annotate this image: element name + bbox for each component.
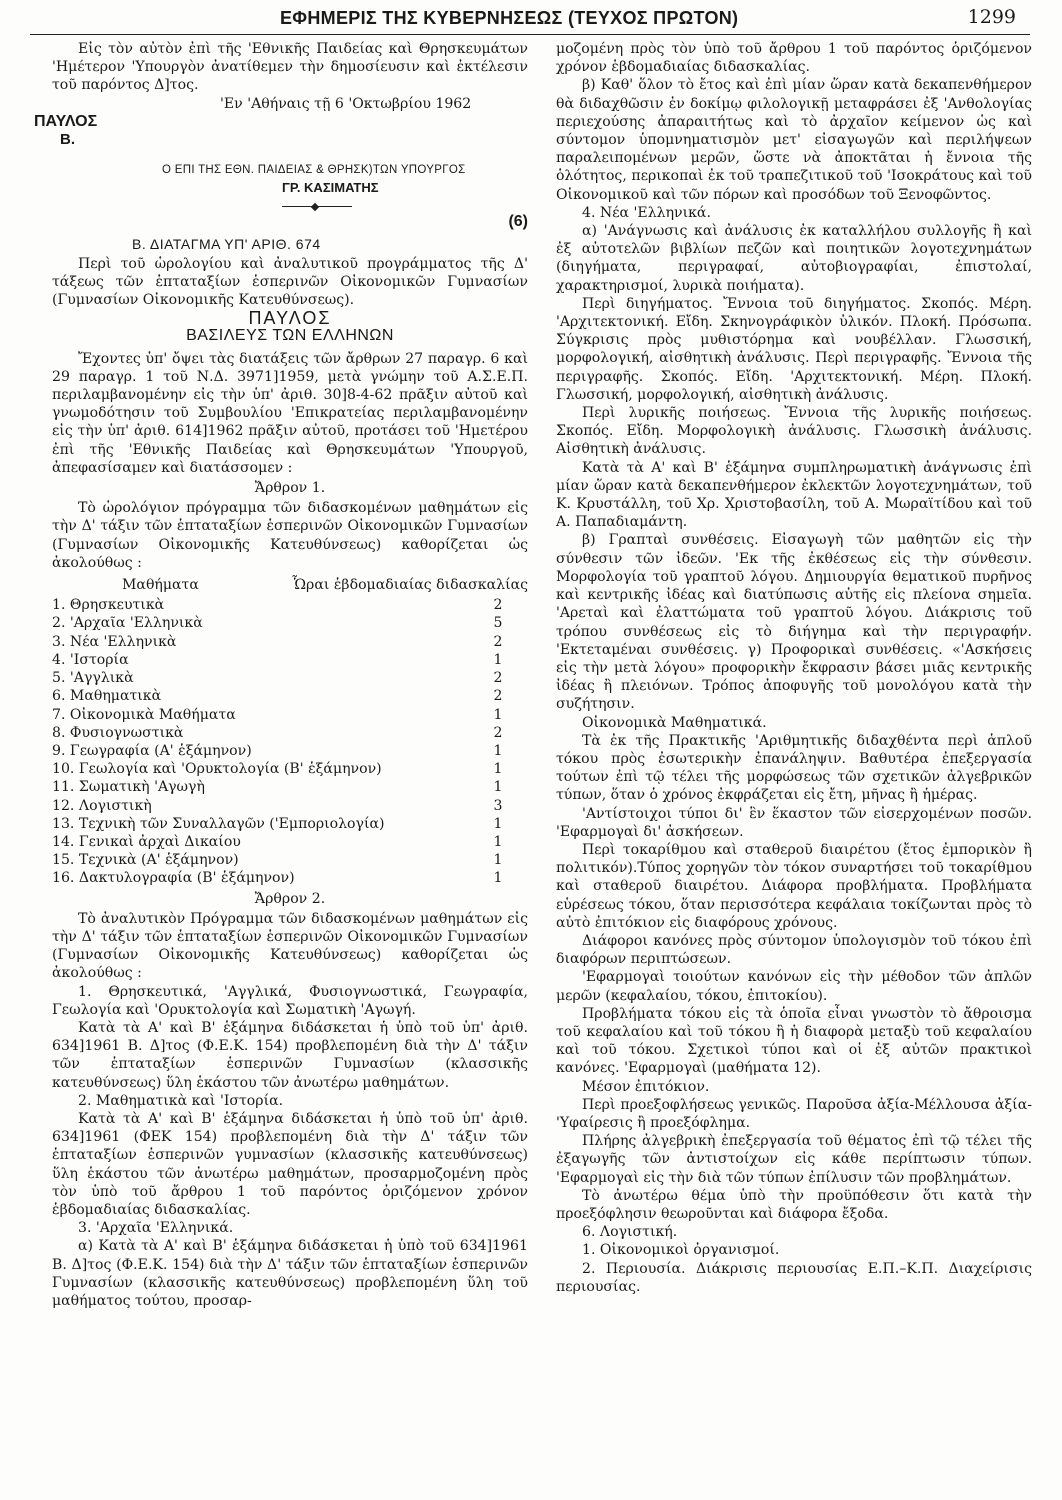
row-hours: 5 [493, 615, 503, 632]
decree-title: Β. ΔΙΑΤΑΓΜΑ ΥΠ' ΑΡΙΘ. 674 [132, 235, 321, 252]
row-hours: 1 [493, 779, 503, 796]
paragraph: Περὶ προεξοφλήσεως γενικῶς. Παροῦσα ἀξία-Μέλλουσα ἀξία-'Υφαίρεσις ἢ προεξόφλημα. [556, 1096, 1032, 1131]
page-header [30, 4, 1030, 35]
row-hours: 1 [493, 815, 503, 832]
paragraph: Προβλήματα τόκου εἰς τὰ ὁποῖα εἶναι γνωστὸν τὸ ἄθροισμα τοῦ κεφαλαίου καὶ τοῦ τόκου ἢ ἡ διαφορὰ μεταξὺ τοῦ κεφαλαίου καὶ τοῦ τόκου. Σχετικοὶ τύποι καὶ οἱ ἐξ αὐτῶν πρακτικοὶ κανόνες. 'Εφαρμογαὶ (μαθήματα 12). [556, 1005, 1032, 1077]
row-subject: 12. Λογιστικὴ [52, 797, 152, 814]
item-2-heading: 2. Μαθηματικὰ καὶ 'Ιστορία. [78, 1092, 284, 1109]
table-row [52, 596, 528, 614]
row-hours: 2 [493, 633, 503, 650]
article-1-heading: Ἄρθρον 1. [254, 480, 326, 497]
table-row [52, 760, 528, 778]
separator-ornament [282, 206, 352, 207]
list-item: 1. Οἰκονομικοὶ ὀργανισμοί. [582, 1242, 780, 1259]
table-row [52, 833, 528, 851]
schedule-header [52, 576, 528, 594]
row-subject: 14. Γενικαὶ ἀρχαὶ Δικαίου [52, 833, 241, 850]
decree-number: (6) [508, 212, 528, 230]
left-column [34, 40, 528, 1310]
row-hours: 3 [493, 797, 503, 814]
paragraph: μοζομένη πρὸς τὸν ὑπὸ τοῦ ἄρθρου 1 τοῦ παρόντος ὁριζόμενον χρόνον ἑβδομαδιαίας διδασκαλίας. [556, 41, 1032, 76]
table-row [52, 778, 528, 796]
row-subject: 5. 'Αγγλικὰ [52, 670, 134, 687]
minister-title: Ο ΕΠΙ ΤΗΣ ΕΘΝ. ΠΑΙΔΕΙΑΣ & ΘΡΗΣΚ)ΤΩΝ ΥΠΟΥΡΓΟΣ [162, 164, 466, 177]
row-subject: 11. Σωματικὴ 'Αγωγὴ [52, 779, 205, 796]
row-hours: 1 [493, 651, 503, 668]
row-subject: 1. Θρησκευτικὰ [52, 597, 165, 614]
row-hours: 1 [493, 706, 503, 723]
dateline: 'Εν 'Αθήναις τῇ 6 'Οκτωβρίου 1962 [220, 95, 472, 112]
table-row [52, 614, 528, 632]
item-2-text: Κατὰ τὰ Α' καὶ Β' ἑξάμηνα διδάσκεται ἡ ὑπὸ τοῦ ὑπ' ἀριθ. 634]1961 (ΦΕΚ 154) προβλεπομένη διὰ τὴν Δ' τάξιν τῶν ἑπταταξίων ἑσπερινῶν γυμνασίων (κλασσικῆς κατευθύνσεως) ὕλη ἑκάστου τῶν ἀνωτέρω μαθημάτων, προσαρμοζομένη πρὸς τὸν ὑπὸ τοῦ ἄρθρου 1 τοῦ παρόντος ὁριζόμενον χρόνον ἑβδομαδιαίας διδασκαλίας. [52, 1110, 528, 1218]
row-hours: 1 [493, 852, 503, 869]
row-hours: 2 [493, 597, 503, 614]
row-hours: 2 [493, 724, 503, 741]
king-subheading: ΒΑΣΙΛΕΥΣ ΤΩΝ ΕΛΛΗΝΩΝ [186, 327, 394, 345]
table-row [52, 669, 528, 687]
item-1-text: Κατὰ τὰ Α' καὶ Β' ἑξάμηνα διδάσκεται ἡ ὑπὸ τοῦ ὑπ' ἀριθ. 634]1961 Β. Δ]τος (Φ.Ε.Κ. 154) προβλεπομένη διὰ τὴν Δ' τάξιν τῶν ἑπταταξίων ἑσπερινῶν Γυμνασίων (κλασσικῆς κατευθύνσεως) ὕλη ἑκάστου τῶν ἀνωτέρω μαθημάτων. [52, 1019, 528, 1091]
article-1-text: Τὸ ὡρολόγιον πρόγραμμα τῶν διδασκομένων μαθημάτων εἰς τὴν Δ' τάξιν τῶν ἑπταταξίων ἑσπερινῶν Οἰκονομικῶν Γυμνασίων (Γυμνασίων Οἰκονομικῆς Κατευθύνσεως) καθορίζεται ὡς ἀκολούθως : [52, 500, 528, 571]
article-2-heading: Ἄρθρον 2. [254, 890, 326, 907]
page-number: 1299 [967, 6, 1016, 28]
schedule-header-hours: Ὧραι ἑβδομαδιαίας διδασκαλίας [292, 577, 528, 594]
section-heading: Οἰκονομικὰ Μαθηματικά. [582, 714, 767, 731]
row-hours: 1 [493, 742, 503, 759]
section-heading: 6. Λογιστική. [582, 1224, 678, 1241]
paragraph: Πλήρης ἀλγεβρικὴ ἐπεξεργασία τοῦ θέματος ἐπὶ τῷ τέλει τῆς ἐξαγωγῆς τῶν ἀντιστοίχων εἰς κάθε περίπτωσιν τύπων. 'Εφαρμογαὶ εἰς τὴν διὰ τῶν τύπων ἐπίλυσιν τῶν προβλημάτων. [556, 1133, 1032, 1186]
section-heading: 4. Νέα 'Ελληνικά. [582, 204, 711, 221]
article-2-intro: Τὸ ἀναλυτικὸν Πρόγραμμα τῶν διδασκομένων μαθημάτων εἰς τὴν Δ' τάξιν τῶν ἑπταταξίων ἑσπερινῶν Οἰκονομικῶν Γυμνασίων (Γυμνασίων Οἰκονομικῆς Κατευθύνσεως) καθορίζεται ὡς ἀκολούθως : [52, 910, 528, 982]
row-subject: 4. 'Ιστορία [52, 651, 129, 668]
paragraph: Διάφοροι κανόνες πρὸς σύντομον ὑπολογισμὸν τοῦ τόκου ἐπὶ διαφόρων περιπτώσεων. [556, 932, 1032, 968]
schedule-header-subject: Μαθήματα [122, 577, 199, 594]
table-row [52, 651, 528, 669]
list-item: 2. Περιουσία. Διάκρισις περιουσίας Ε.Π.–Κ.Π. Διαχείρισις περιουσίας. [556, 1260, 1032, 1295]
table-row [52, 869, 528, 887]
right-column [556, 40, 1032, 1296]
intro-paragraph: Εἰς τὸν αὐτὸν ἐπὶ τῆς 'Εθνικῆς Παιδείας καὶ Θρησκευμάτων 'Ημέτερον 'Υπουργὸν ἀνατίθεμεν τὴν δημοσίευσιν καὶ ἐκτέλεσιν τοῦ παρόντος Δ]τος. [52, 41, 528, 94]
section-heading: Μέσον ἐπιτόκιον. [582, 1078, 710, 1095]
row-subject: 15. Τεχνικὰ (Α' ἑξάμηνον) [52, 852, 239, 869]
minister-name: ΓΡ. ΚΑΣΙΜΑΤΗΣ [282, 180, 379, 196]
row-hours: 1 [493, 761, 503, 778]
table-row [52, 815, 528, 833]
row-subject: 8. Φυσιογνωστικὰ [52, 724, 184, 741]
decree-heading [52, 212, 528, 255]
row-subject: 7. Οἰκονομικὰ Μαθήματα [52, 706, 236, 723]
paragraph: Τὰ ἐκ τῆς Πρακτικῆς 'Αριθμητικῆς διδαχθέντα περὶ ἁπλοῦ τόκου πρὸς ἐσωτερικὴν ἐπανάληψιν. Βαθυτέρα ἐπεξεργασία τούτων ἐπὶ τῷ τέλει τῆς μορφώσεως τῶν σχετικῶν ἀλγεβρικῶν τύπων, ὅταν ὁ χρόνος ἐκφράζεται εἰς ἔτη, μῆνας ἢ ἡμέρας. [556, 732, 1032, 804]
row-subject: 3. Νέα 'Ελληνικὰ [52, 633, 177, 650]
item-1-heading: 1. Θρησκευτικά, 'Αγγλικά, Φυσιογνωστικά, Γεωγραφία, Γεωλογία καὶ 'Ορυκτολογία καὶ Σωματικὴ 'Αγωγή. [52, 983, 528, 1018]
schedule-table [52, 596, 528, 887]
paragraph: α) 'Ανάγνωσις καὶ ἀνάλυσις ἐκ καταλλήλου συλλογῆς ἢ καὶ ἐξ αὐτοτελῶν βιβλίων πεζῶν καὶ ποιητικῶν λογοτεχνημάτων (διηγήματα, περιγραφαί, αὐτοβιογραφίαι, ἐπιστολαί, χαρακτηρισμοί, λυρικὰ ποιήματα). [556, 223, 1032, 294]
row-subject: 6. Μαθηματικὰ [52, 688, 162, 705]
table-row [52, 797, 528, 815]
row-hours: 1 [493, 870, 503, 887]
row-subject: 16. Δακτυλογραφία (Β' ἑξάμηνον) [52, 870, 295, 887]
paragraph: Κατὰ τὰ Α' καὶ Β' ἑξάμηνα συμπληρωματικὴ ἀνάγνωσις ἐπὶ μίαν ὥραν κατὰ δεκαπενθήμερον ἐκλεκτῶν λογοτεχνημάτων, τοῦ Κ. Κρυστάλλη, τοῦ Χρ. Χριστοβασίλη, τοῦ Α. Μωραϊτίδου καὶ τοῦ Α. Παπαδιαμάντη. [556, 459, 1032, 531]
paragraph: Περὶ διηγήματος. Ἔννοια τοῦ διηγήματος. Σκοπός. Μέρη. 'Αρχιτεκτονική. Εἴδη. Σκηνογράφικὸν ὑλικόν. Πλοκή. Πρόσωπα. Σύγκρισις πρὸς μυθιστόρημα καὶ νουβέλλαν. Γλωσσική, μορφολογική, αἰσθητικὴ ἀνάλυσις. Περὶ περιγραφῆς. Ἔννοια τῆς περιγραφῆς. Σκοπός. Εἴδη. 'Αρχιτεκτονική. Μέρη. Πλοκή. Γλωσσική, μορφολογική, αἰσθητικὴ ἀνάλυσις. [556, 295, 1032, 403]
paragraph: β) Γραπταὶ συνθέσεις. Εἰσαγωγὴ τῶν μαθητῶν εἰς τὴν σύνθεσιν τῶν ἰδεῶν. 'Εκ τῆς ἐκθέσεως εἰς τὴν σύνθεσιν. Μορφολογία τοῦ γραπτοῦ λόγου. Δημιουργία θεματικοῦ πυρῆνος καὶ κεντρικῆς ἰδέας καὶ διατύπωσις αὐτῆς εἰς πλείονα σημεῖα. 'Αρεταὶ καὶ ἐλαττώματα τοῦ γραπτοῦ λόγου. Διάκρισις τοῦ τρόπου συνθέσεως εἰς τὸ διήγημα καὶ τὴν περιγραφήν. 'Εκτεταμέναι συνθέσεις. γ) Προφορικαὶ συνθέσεις. «'Ασκήσεις εἰς τὴν μετὰ λόγου» προφορικὴν ἔκφρασιν βάσει μιᾶς κεντρικῆς ἰδέας ἢ πλειόνων. Τρόπος ἀποφυγῆς τοῦ μονολόγου κατὰ τὴν συζήτησιν. [556, 532, 1032, 713]
row-subject: 2. 'Αρχαῖα 'Ελληνικὰ [52, 615, 203, 632]
table-row [52, 633, 528, 651]
paragraph: 'Αντίστοιχοι τύποι δι' ἓν ἕκαστον τῶν εἰσερχομένων ποσῶν. 'Εφαρμογαὶ δι' ἀσκήσεων. [556, 805, 1032, 840]
row-subject: 9. Γεωγραφία (Α' ἑξάμηνον) [52, 742, 252, 759]
item-3-text: α) Κατὰ τὰ Α' καὶ Β' ἑξάμηνα διδάσκεται ἡ ὑπὸ τοῦ 634]1961 Β. Δ]τος (Φ.Ε.Κ. 154) διὰ τὴν Δ' τάξιν τῶν ἑπταταξίων ἑσπερινῶν Γυμνασίων (κλασσικῆς κατευθύνσεως) προβλεπομένη ὕλη τοῦ μαθήματος τούτου, προσαρ- [52, 1238, 528, 1309]
king-heading: ΠΑΥΛΟΣ [248, 308, 332, 329]
paragraph: 'Εφαρμογαὶ τοιούτων κανόνων εἰς τὴν μέθοδον τῶν ἀπλῶν μερῶν (κεφαλαίου, τόκου, ἐπιτοκίου). [556, 969, 1032, 1004]
paragraph: β) Καθ' ὅλον τὸ ἔτος καὶ ἐπὶ μίαν ὥραν κατὰ δεκαπενθήμερον θὰ διδαχθῶσιν ἐν δοκίμῳ φιλολογικῇ μεταφράσει ἐξ 'Ανθολογίας περιεχούσης ἀπαραιτήτως καὶ τὸ ἀρχαῖον κείμενον ὡς καὶ σύντομον ὑπομνηματισμὸν μετ' εἰσαγωγῶν καὶ περιλήψεων παραλειπομένων μερῶν, ὥστε νὰ ἀποκτᾶται ἡ ἔννοια τῆς ὁλότητος, περικοπαὶ ἐκ τοῦ τραπεζιτικοῦ τοῦ 'Ισοκράτους καὶ τοῦ Οἰκονομικοῦ καὶ τῶν πόρων καὶ προσόδων τοῦ Ξενοφῶντος. [556, 77, 1032, 203]
paragraph: Περὶ λυρικῆς ποιήσεως. Ἔννοια τῆς λυρικῆς ποιήσεως. Σκοπός. Εἴδη. Μορφολογικὴ ἀνάλυσις. Γλωσσικὴ ἀνάλυσις. Αἰσθητικὴ ἀνάλυσις. [556, 405, 1032, 458]
signatory-initial: Β. [60, 131, 75, 149]
row-subject: 13. Τεχνικὴ τῶν Συναλλαγῶν ('Εμπoριολογία) [52, 815, 385, 832]
signatory-king: ΠΑΥΛΟΣ [34, 112, 98, 130]
row-hours: 2 [493, 688, 503, 705]
table-row [52, 706, 528, 724]
paragraph: Τὸ ἀνωτέρω θέμα ὑπὸ τὴν προϋπόθεσιν ὅτι κατὰ τὴν προεξόφλησιν θεωροῦνται καὶ διάφορα ἔξοδα. [556, 1187, 1032, 1222]
preamble: Ἔχοντες ὑπ' ὄψει τὰς διατάξεις τῶν ἄρθρων 27 παραγρ. 6 καὶ 29 παραγρ. 1 τοῦ Ν.Δ. 3971]1959, μετὰ γνώμην τοῦ Α.Σ.Ε.Π. περιλαμβανομένην εἰς τὴν ὑπ' ἀριθ. 30]8-4-62 πρᾶξιν αὐτοῦ καὶ γνωμοδότησιν τοῦ Συμβουλίου 'Επικρατείας περιλαμβανομένην εἰς τὴν ὑπ' ἀριθ. 614]1962 πρᾶξιν αὐτοῦ, προτάσει τοῦ 'Ημετέρου ἐπὶ τῆς 'Εθνικῆς Παιδείας καὶ Θρησκευμάτων 'Υπουργοῦ, ἀπεφασίσαμεν καὶ διατάσσομεν : [52, 350, 528, 476]
paragraph: Περὶ τοκαρίθμου καὶ σταθεροῦ διαιρέτου (ἔτος ἐμπορικὸν ἢ πολιτικόν).Τύπος χορηγῶν τὸν τόκον συναρτήσει τοῦ τοκαρίθμου καὶ σταθεροῦ διαιρέτου. Διάφορα προβλήματα. Προβλήματα εὑρέσεως τόκου, ὅταν περισσότερα κεφάλαια τοκίζωνται πρὸς τὸ αὐτὸ ἐπιτόκιον εἰς διαφόρους χρόνους. [556, 841, 1032, 931]
table-row [52, 742, 528, 760]
decree-subject: Περὶ τοῦ ὡρολογίου καὶ ἀναλυτικοῦ προγράμματος τῆς Δ' τάξεως τῶν ἑπταταξίων ἑσπερινῶν Οἰκονομικῶν Γυμνασίων (Γυμνασίων Οἰκονομικῆς Κατευθύνσεως). [52, 255, 528, 309]
row-subject: 10. Γεωλογία καὶ 'Ορυκτολογία (Β' ἑξάμηνον) [52, 761, 382, 778]
row-hours: 1 [493, 833, 503, 850]
item-3-heading: 3. 'Αρχαῖα 'Ελληνικά. [78, 1220, 234, 1237]
table-row [52, 687, 528, 705]
table-row [52, 851, 528, 869]
row-hours: 2 [493, 670, 503, 687]
gazette-title: ΕΦΗΜΕΡΙΣ ΤΗΣ ΚΥΒΕΡΝΗΣΕΩΣ (ΤΕΥΧΟΣ ΠΡΩΤΟΝ) [280, 8, 739, 28]
table-row [52, 724, 528, 742]
